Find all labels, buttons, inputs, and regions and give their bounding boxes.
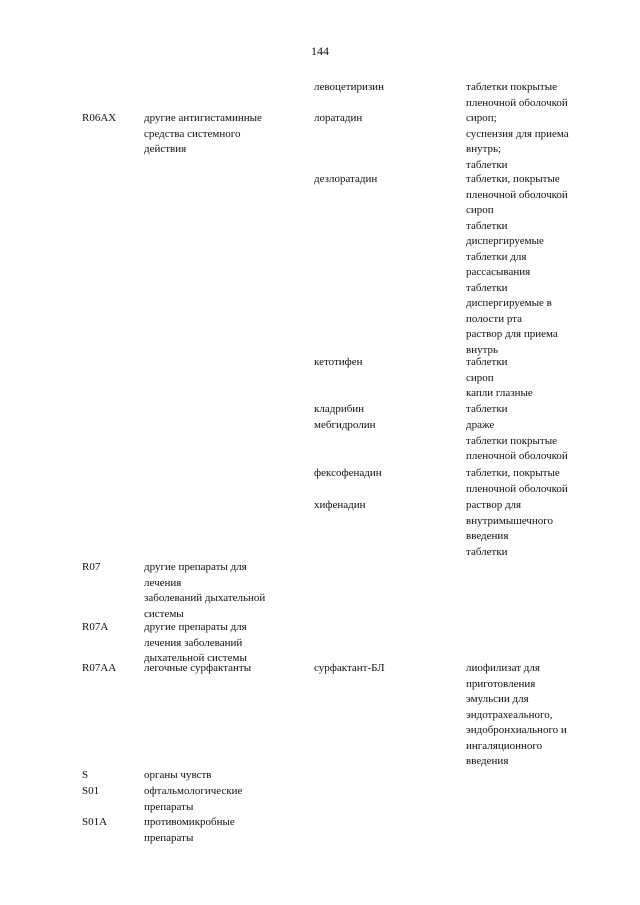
dosage-form-line: полости рта	[466, 312, 523, 325]
dosage-form	[466, 355, 533, 402]
group-name-line: другие антигистаминные	[144, 112, 262, 124]
group-name	[144, 768, 211, 784]
dosage-form	[466, 466, 568, 497]
dosage-form-line: сироп;	[466, 112, 497, 124]
dosage-form-line: введения	[466, 530, 509, 542]
drug-name: сурфактант-БЛ	[314, 662, 385, 674]
group-name-line: противомикробные	[144, 816, 235, 828]
atc-code: S01A	[82, 816, 108, 828]
group-name	[144, 784, 242, 815]
group-name	[144, 560, 265, 622]
dosage-form-line: пленочной оболочкой	[466, 188, 568, 201]
dosage-form-line: внутрь;	[466, 143, 502, 155]
group-name-line: средства системного	[144, 127, 241, 140]
dosage-form-line: ингаляционного	[466, 739, 543, 752]
group-name-line: другие препараты для	[144, 621, 247, 633]
dosage-form-line: таблетки	[466, 219, 508, 232]
page-number: 144	[311, 44, 329, 58]
atc-code: S01	[82, 785, 100, 797]
dosage-form	[466, 172, 568, 358]
dosage-form-line: таблетки покрытые	[466, 81, 558, 93]
dosage-form-line: диспергируемые	[466, 235, 544, 247]
dosage-form	[466, 80, 568, 111]
drug-name: мебгидролин	[314, 419, 376, 431]
group-name-line: дыхательной системы	[144, 652, 247, 664]
group-name-line: системы	[144, 607, 184, 620]
dosage-form-line: рассасывания	[466, 266, 531, 278]
group-name-line: офтальмологические	[144, 785, 243, 797]
drug-name: хифенадин	[314, 499, 366, 511]
dosage-form-line: эмульсии для	[466, 693, 529, 705]
atc-code: R07	[82, 561, 101, 573]
dosage-form-line: таблетки, покрытые	[466, 173, 560, 185]
group-name-line: препараты	[144, 831, 194, 844]
dosage-form-line: лиофилизат для	[466, 662, 540, 674]
drug-name: фексофенадин	[314, 467, 382, 479]
dosage-form-line: приготовления	[466, 677, 536, 690]
dosage-form	[466, 402, 508, 418]
group-name-line: органы чувств	[144, 769, 212, 781]
dosage-form-line: суспензия для приема	[466, 127, 569, 140]
group-name-line: другие препараты для	[144, 561, 247, 573]
dosage-form-line: пленочной оболочкой	[466, 450, 568, 462]
dosage-form-line: капли глазные	[466, 387, 533, 399]
drug-name: левоцетиризин	[314, 81, 384, 93]
group-name	[144, 111, 262, 158]
dosage-form-line: таблетки покрытые	[466, 434, 558, 447]
dosage-form-line: пленочной оболочкой	[466, 96, 568, 109]
group-name-line: действия	[144, 143, 187, 155]
group-name	[144, 815, 235, 846]
dosage-form-line: сироп	[466, 204, 494, 216]
atc-code: R07A	[82, 621, 109, 633]
atc-code: R07AA	[82, 662, 117, 674]
dosage-form-line: таблетки	[466, 403, 508, 415]
group-name-line: препараты	[144, 800, 194, 813]
drug-name: дезлоратадин	[314, 173, 378, 185]
dosage-form-line: таблетки для	[466, 250, 527, 263]
dosage-form-line: таблетки	[466, 281, 508, 294]
dosage-form-line: эндобронхиального и	[466, 724, 567, 736]
dosage-form	[466, 418, 568, 465]
dosage-form	[466, 661, 567, 770]
group-name	[144, 620, 247, 667]
dosage-form	[466, 498, 553, 560]
group-name-line: лечения	[144, 576, 182, 589]
dosage-form-line: диспергируемые в	[466, 297, 552, 309]
drug-name: кетотифен	[314, 356, 363, 368]
drug-name: кладрибин	[314, 403, 365, 415]
dosage-form-line: внутрь	[466, 343, 499, 356]
dosage-form-line: внутримышечного	[466, 514, 553, 527]
dosage-form-line: таблетки	[466, 545, 508, 558]
dosage-form-line: таблетки	[466, 356, 508, 368]
atc-code: R06AX	[82, 112, 117, 124]
group-name-line: заболеваний дыхательной	[144, 592, 266, 604]
dosage-form	[466, 111, 569, 173]
drug-name: лоратадин	[314, 112, 363, 124]
dosage-form-line: таблетки	[466, 158, 508, 171]
dosage-form-line: введения	[466, 755, 509, 767]
dosage-form-line: драже	[466, 419, 495, 431]
group-name-line: лечения заболеваний	[144, 636, 243, 649]
dosage-form-line: сироп	[466, 371, 494, 384]
dosage-form-line: эндотрахеального,	[466, 708, 553, 721]
dosage-form-line: раствор для приема	[466, 328, 558, 340]
dosage-form-line: раствор для	[466, 499, 522, 511]
atc-code: S	[82, 769, 89, 781]
dosage-form-line: таблетки, покрытые	[466, 467, 560, 479]
dosage-form-line: пленочной оболочкой	[466, 482, 568, 495]
group-name	[144, 661, 251, 677]
group-name-line: легочные сурфактанты	[144, 662, 252, 674]
